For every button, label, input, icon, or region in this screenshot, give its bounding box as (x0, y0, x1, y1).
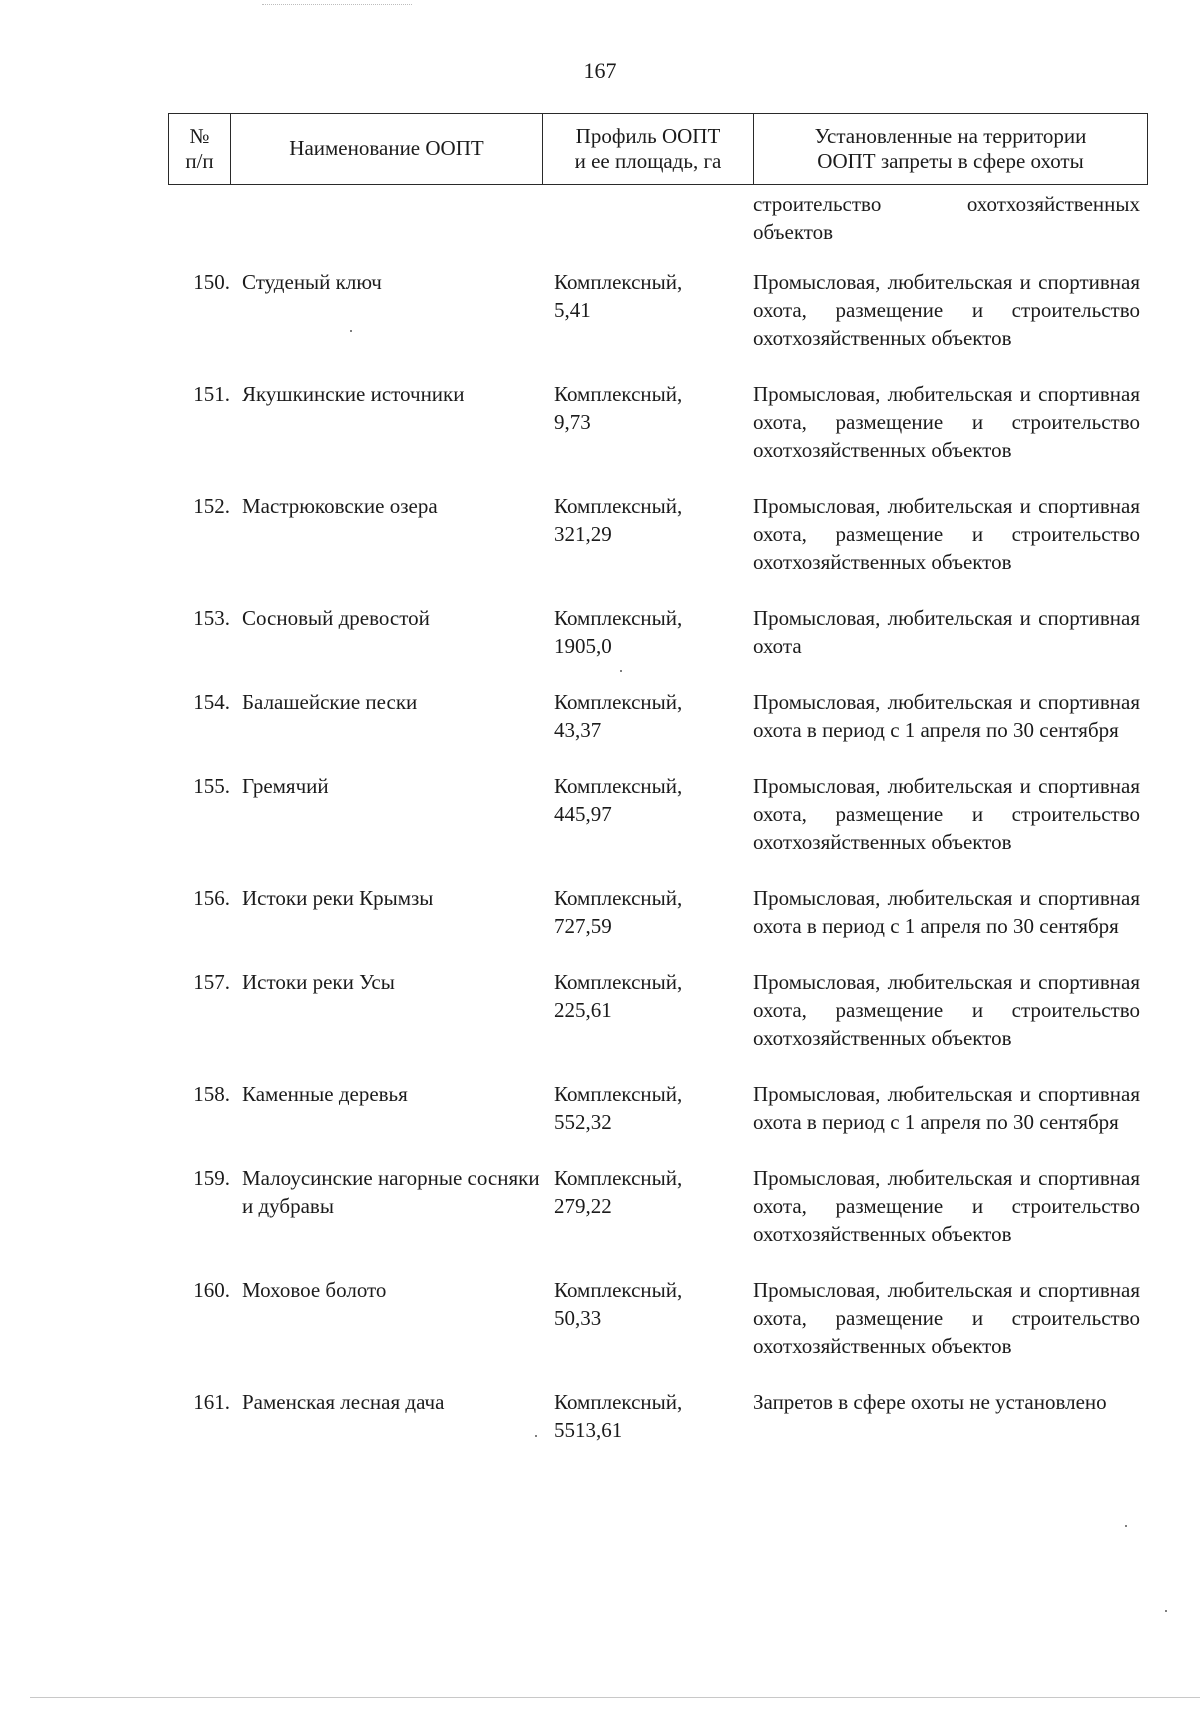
row-name: Малоусинские нагорные сосняки и дубравы (242, 1166, 540, 1218)
row-name: Раменская лесная дача (242, 1390, 445, 1414)
table-row (168, 1164, 1148, 1248)
row-name: Якушкинские источники (242, 382, 465, 406)
table-row (168, 688, 1148, 744)
scan-speck (350, 330, 352, 332)
header-profile (543, 114, 754, 184)
row-bans: Промысловая, любительская и спортивная охота, размещение и строительство охотхозяйственных объектов (753, 1166, 1140, 1246)
row-bans: Промысловая, любительская и спортивная охота, размещение и строительство охотхозяйственных объектов (753, 382, 1140, 462)
table-row (168, 884, 1148, 940)
table-row (168, 1080, 1148, 1136)
header-name (231, 114, 543, 184)
table-body (168, 190, 1148, 1472)
row-bans: Промысловая, любительская и спортивная охота в период с 1 апреля по 30 сентября (753, 690, 1140, 742)
row-name: Балашейские пески (242, 690, 418, 714)
row-profile: Комплексный, 43,37 (554, 690, 683, 742)
row-bans: Промысловая, любительская и спортивная охота, размещение и строительство охотхозяйственных объектов (753, 774, 1140, 854)
scan-artifact-bottom (30, 1697, 1200, 1698)
table-row (168, 772, 1148, 856)
scan-speck (620, 670, 622, 672)
row-num: 153. (193, 606, 230, 630)
row-name: Каменные деревья (242, 1082, 408, 1106)
row-profile: Комплексный, 321,29 (554, 494, 683, 546)
row-num: 161. (193, 1390, 230, 1414)
row-bans: Промысловая, любительская и спортивная охота, размещение и строительство охотхозяйственных объектов (753, 270, 1140, 350)
header-bans (754, 114, 1147, 184)
header-name-text: Наименование ООПТ (289, 136, 484, 161)
row-bans: Промысловая, любительская и спортивная охота (753, 606, 1140, 658)
row-bans: Промысловая, любительская и спортивная охота в период с 1 апреля по 30 сентября (753, 886, 1140, 938)
table-row (168, 1276, 1148, 1360)
row-profile: Комплексный, 5,41 (554, 270, 683, 322)
row-name: Моховое болото (242, 1278, 387, 1302)
scan-speck (535, 1435, 537, 1437)
row-profile: Комплексный, 5513,61 (554, 1390, 683, 1442)
row-profile: Комплексный, 552,32 (554, 1082, 683, 1134)
row-name: Истоки реки Усы (242, 970, 395, 994)
continuation-text: строительство охотхозяйственных объектов (753, 192, 1140, 244)
row-num: 150. (193, 270, 230, 294)
row-num: 152. (193, 494, 230, 518)
scan-artifact-top (262, 4, 412, 5)
row-name: Гремячий (242, 774, 329, 798)
row-profile: Комплексный, 445,97 (554, 774, 683, 826)
row-num: 156. (193, 886, 230, 910)
row-bans: Промысловая, любительская и спортивная охота, размещение и строительство охотхозяйственных объектов (753, 494, 1140, 574)
table-row (168, 268, 1148, 352)
row-profile: Комплексный, 225,61 (554, 970, 683, 1022)
header-profile-text: Профиль ООПТ и ее площадь, га (574, 123, 722, 173)
header-num (169, 114, 231, 184)
row-num: 154. (193, 690, 230, 714)
row-bans: Запретов в сфере охоты не установлено (753, 1390, 1107, 1414)
row-num: 157. (193, 970, 230, 994)
table-row (168, 380, 1148, 464)
row-num: 160. (193, 1278, 230, 1302)
row-name: Истоки реки Крымзы (242, 886, 434, 910)
table-row (168, 604, 1148, 660)
header-bans-text: Установленные на территории ООПТ запреты в сфере охоты (814, 123, 1087, 173)
table-row (168, 1388, 1148, 1444)
row-name: Студеный ключ (242, 270, 382, 294)
row-profile: Комплексный, 50,33 (554, 1278, 683, 1330)
row-bans: Промысловая, любительская и спортивная охота, размещение и строительство охотхозяйственных объектов (753, 970, 1140, 1050)
row-name: Мастрюковские озера (242, 494, 438, 518)
page-number: 167 (583, 58, 617, 83)
row-num: 159. (193, 1166, 230, 1190)
row-bans: Промысловая, любительская и спортивная охота, размещение и строительство охотхозяйственных объектов (753, 1278, 1140, 1358)
continuation-row (168, 190, 1148, 246)
row-num: 151. (193, 382, 230, 406)
scan-speck (1125, 1525, 1127, 1527)
table-row (168, 492, 1148, 576)
table-header (168, 113, 1148, 185)
row-name: Сосновый древостой (242, 606, 430, 630)
header-num-text: № п/п (185, 123, 214, 173)
row-profile: Комплексный, 1905,0 (554, 606, 683, 658)
row-bans: Промысловая, любительская и спортивная охота в период с 1 апреля по 30 сентября (753, 1082, 1140, 1134)
row-profile: Комплексный, 9,73 (554, 382, 683, 434)
row-num: 158. (193, 1082, 230, 1106)
row-profile: Комплексный, 279,22 (554, 1166, 683, 1218)
row-num: 155. (193, 774, 230, 798)
row-profile: Комплексный, 727,59 (554, 886, 683, 938)
table-row (168, 968, 1148, 1052)
scan-speck (1165, 1610, 1167, 1612)
